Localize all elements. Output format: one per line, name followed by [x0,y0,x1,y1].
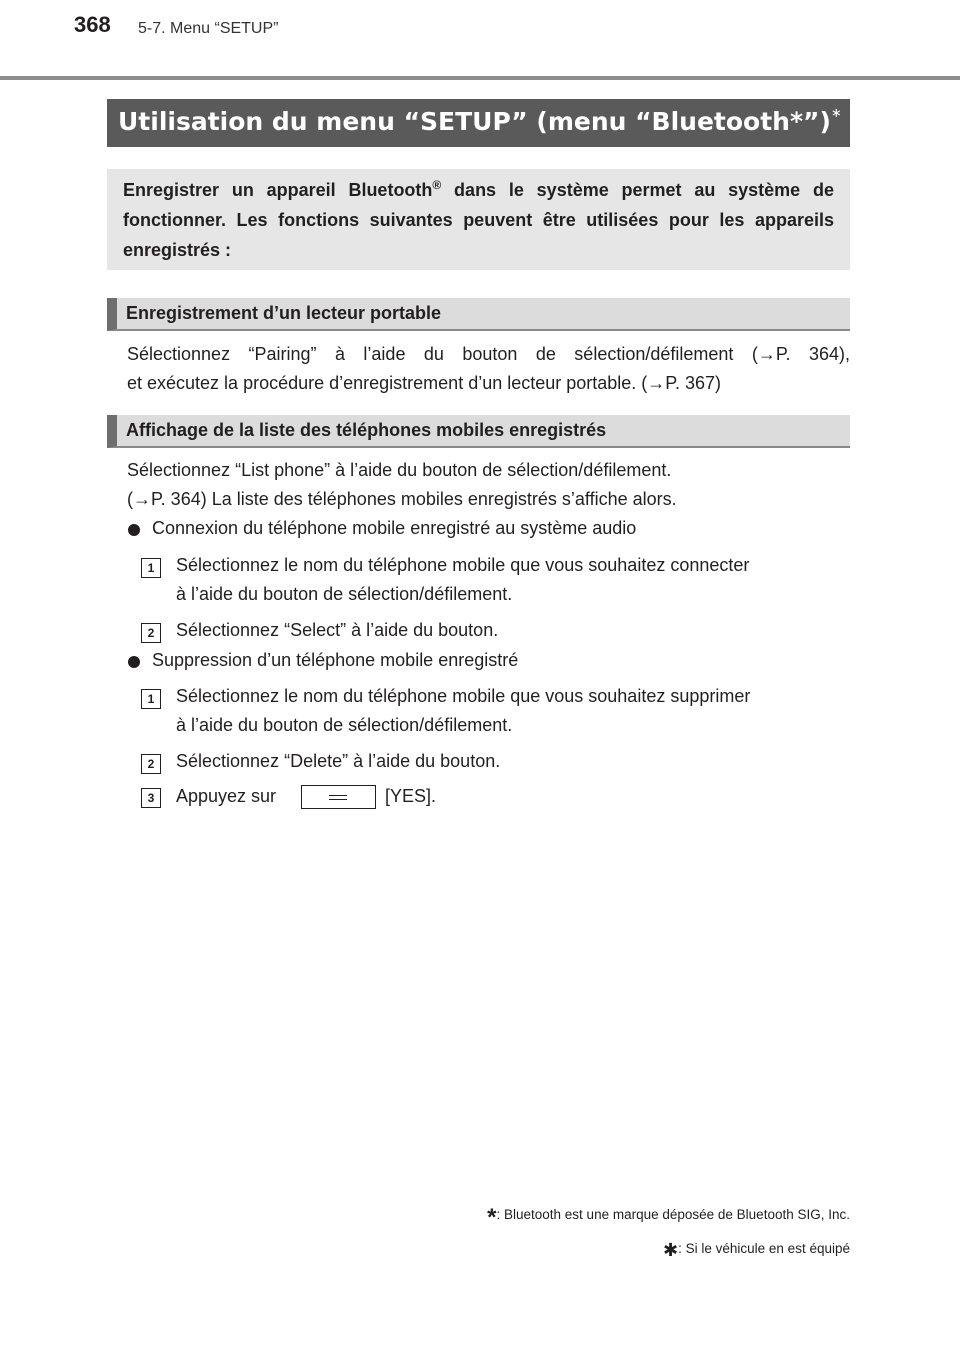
intro-text-rest: dans le système permet au système de fonctionner. Les fonctions suivantes peuvent être utilisées pour les appareils enregistrés : [123,180,834,260]
section-heading-phone-list: Affichage de la liste des téléphones mobiles enregistrés [107,415,850,448]
page-title-text: Utilisation du menu “SETUP” (menu “Bluetooth*”) [118,107,831,136]
bullet-delete-phone: Suppression d’un téléphone mobile enregistré [152,650,519,670]
footnote-trademark-text: : Bluetooth est une marque déposée de Bluetooth SIG, Inc. [496,1207,850,1222]
section-heading-portable-player: Enregistrement d’un lecteur portable [107,298,850,331]
star-icon: ✱ [663,1240,679,1260]
bullet-icon [128,656,140,668]
step-text-continued: à l’aide du bouton de sélection/défilement. [176,715,513,735]
section-reference: 5-7. Menu “SETUP” [138,20,279,37]
bullet-connect-phone: Connexion du téléphone mobile enregistré au système audio [152,518,637,538]
bullet-icon [128,524,140,536]
asterisk-icon: * [487,1204,497,1231]
button-icon [329,795,347,800]
section1-line-1: Sélectionnez “Pairing” à l’aide du bouton de sélection/défilement (→P. 364), [127,344,850,364]
step-number-box: 3 [141,788,161,808]
page-number: 368 [74,12,111,37]
section2-line-1: Sélectionnez “List phone” à l’aide du bouton de sélection/défilement. [127,460,672,480]
step-text: Sélectionnez “Delete” à l’aide du bouton. [176,751,501,771]
header-divider [0,76,960,80]
section1-line-2: et exécutez la procédure d’enregistrement d’un lecteur portable. (→P. 367) [127,373,722,393]
page-title [107,99,850,147]
step-text: Appuyez sur [176,786,277,806]
step-text-yes: [YES]. [385,786,437,806]
button-illustration [301,785,376,809]
footnote-equipment [663,1240,850,1261]
section2-line-2: (→P. 364) La liste des téléphones mobiles enregistrés s’affiche alors. [127,489,677,509]
registered-mark: ® [432,178,442,192]
step-text: Sélectionnez “Select” à l’aide du bouton. [176,620,499,640]
step-number-box: 1 [141,558,161,578]
intro-text-start: Enregistrer un appareil Bluetooth [123,180,433,200]
step-text: Sélectionnez le nom du téléphone mobile que vous souhaitez supprimer [176,686,751,706]
footnote-trademark [487,1204,850,1232]
step-number-box: 1 [141,689,161,709]
footnote-equipment-text: : Si le véhicule en est équipé [678,1241,850,1256]
intro-box [107,169,850,270]
step-text: Sélectionnez le nom du téléphone mobile que vous souhaitez connecter [176,555,750,575]
step-text-continued: à l’aide du bouton de sélection/défilement. [176,584,513,604]
step-number-box: 2 [141,623,161,643]
step-number-box: 2 [141,754,161,774]
equipment-mark: ∗ [830,106,842,121]
